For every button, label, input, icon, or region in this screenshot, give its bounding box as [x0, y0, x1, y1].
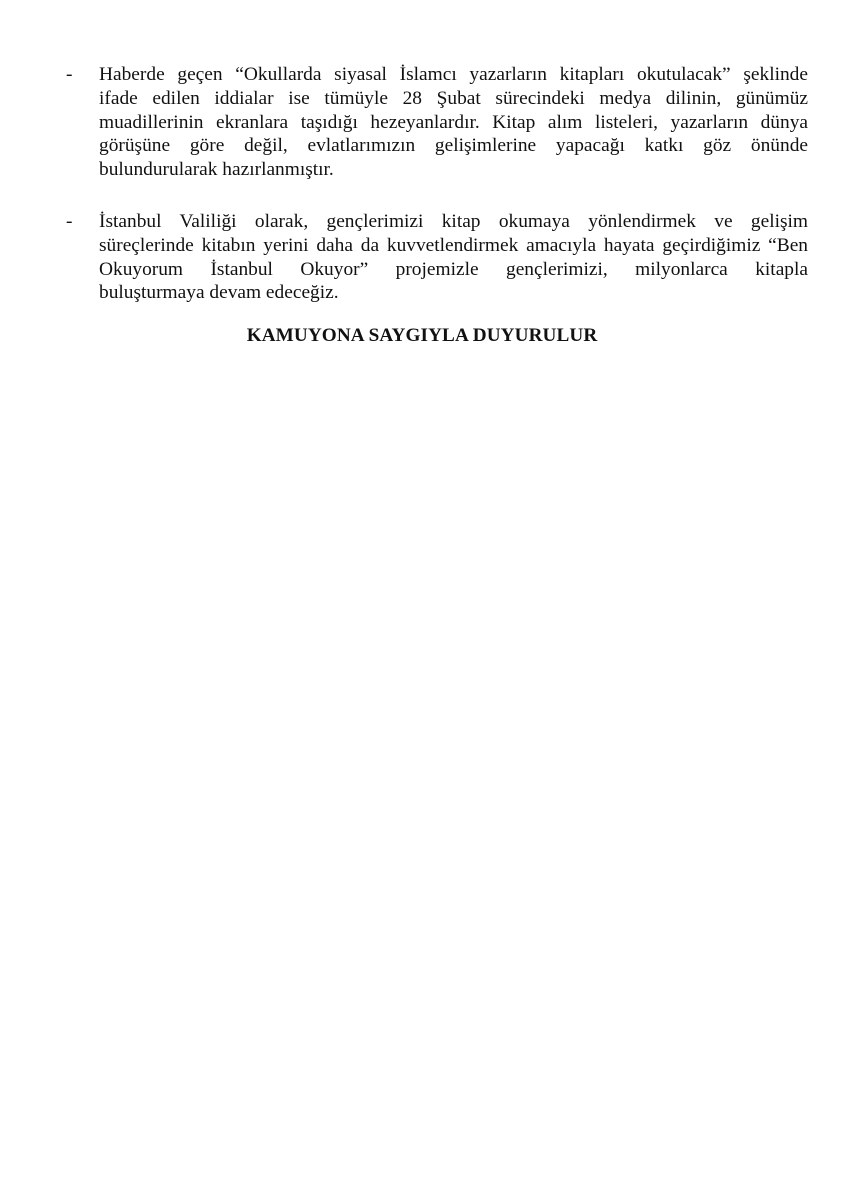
paragraph-line: Haberde geçen “Okullarda siyasal İslamcı yazarların kitapları okutulacak” şeklinde — [99, 64, 808, 85]
paragraph-line: muadillerinin ekranlara taşıdığı hezeyanlardır. Kitap alım listeleri, yazarların dünya — [99, 111, 808, 133]
paragraph-line: ifade edilen iddialar ise tümüyle 28 Şubat sürecindeki medya dilinin, günümüz — [99, 87, 808, 109]
bullet-dash: - — [66, 211, 73, 232]
paragraph-line: süreçlerinde kitabın yerini daha da kuvvetlendirmek amacıyla hayata geçirdiğimiz “Ben — [99, 234, 808, 256]
bullet-item — [66, 210, 808, 305]
paragraph-line: Okuyorum İstanbul Okuyor” projemizle gençlerimizi, milyonlarca kitapla — [99, 258, 808, 280]
closing-statement: KAMUYONA SAYGIYLA DUYURULUR — [246, 325, 598, 346]
paragraph — [99, 210, 808, 305]
paragraph-line: İstanbul Valiliği olarak, gençlerimizi kitap okumaya yönlendirmek ve gelişim — [99, 211, 808, 232]
paragraph — [99, 63, 808, 182]
paragraph-line: görüşüne göre değil, evlatlarımızın gelişimlerine yapacağı katkı göz önünde — [99, 135, 808, 157]
paragraph-line: buluşturmaya devam edeceğiz. — [99, 282, 339, 304]
paragraph-line: bulundurularak hazırlanmıştır. — [99, 159, 334, 181]
bullet-dash: - — [66, 64, 73, 85]
bullet-item — [66, 63, 808, 182]
